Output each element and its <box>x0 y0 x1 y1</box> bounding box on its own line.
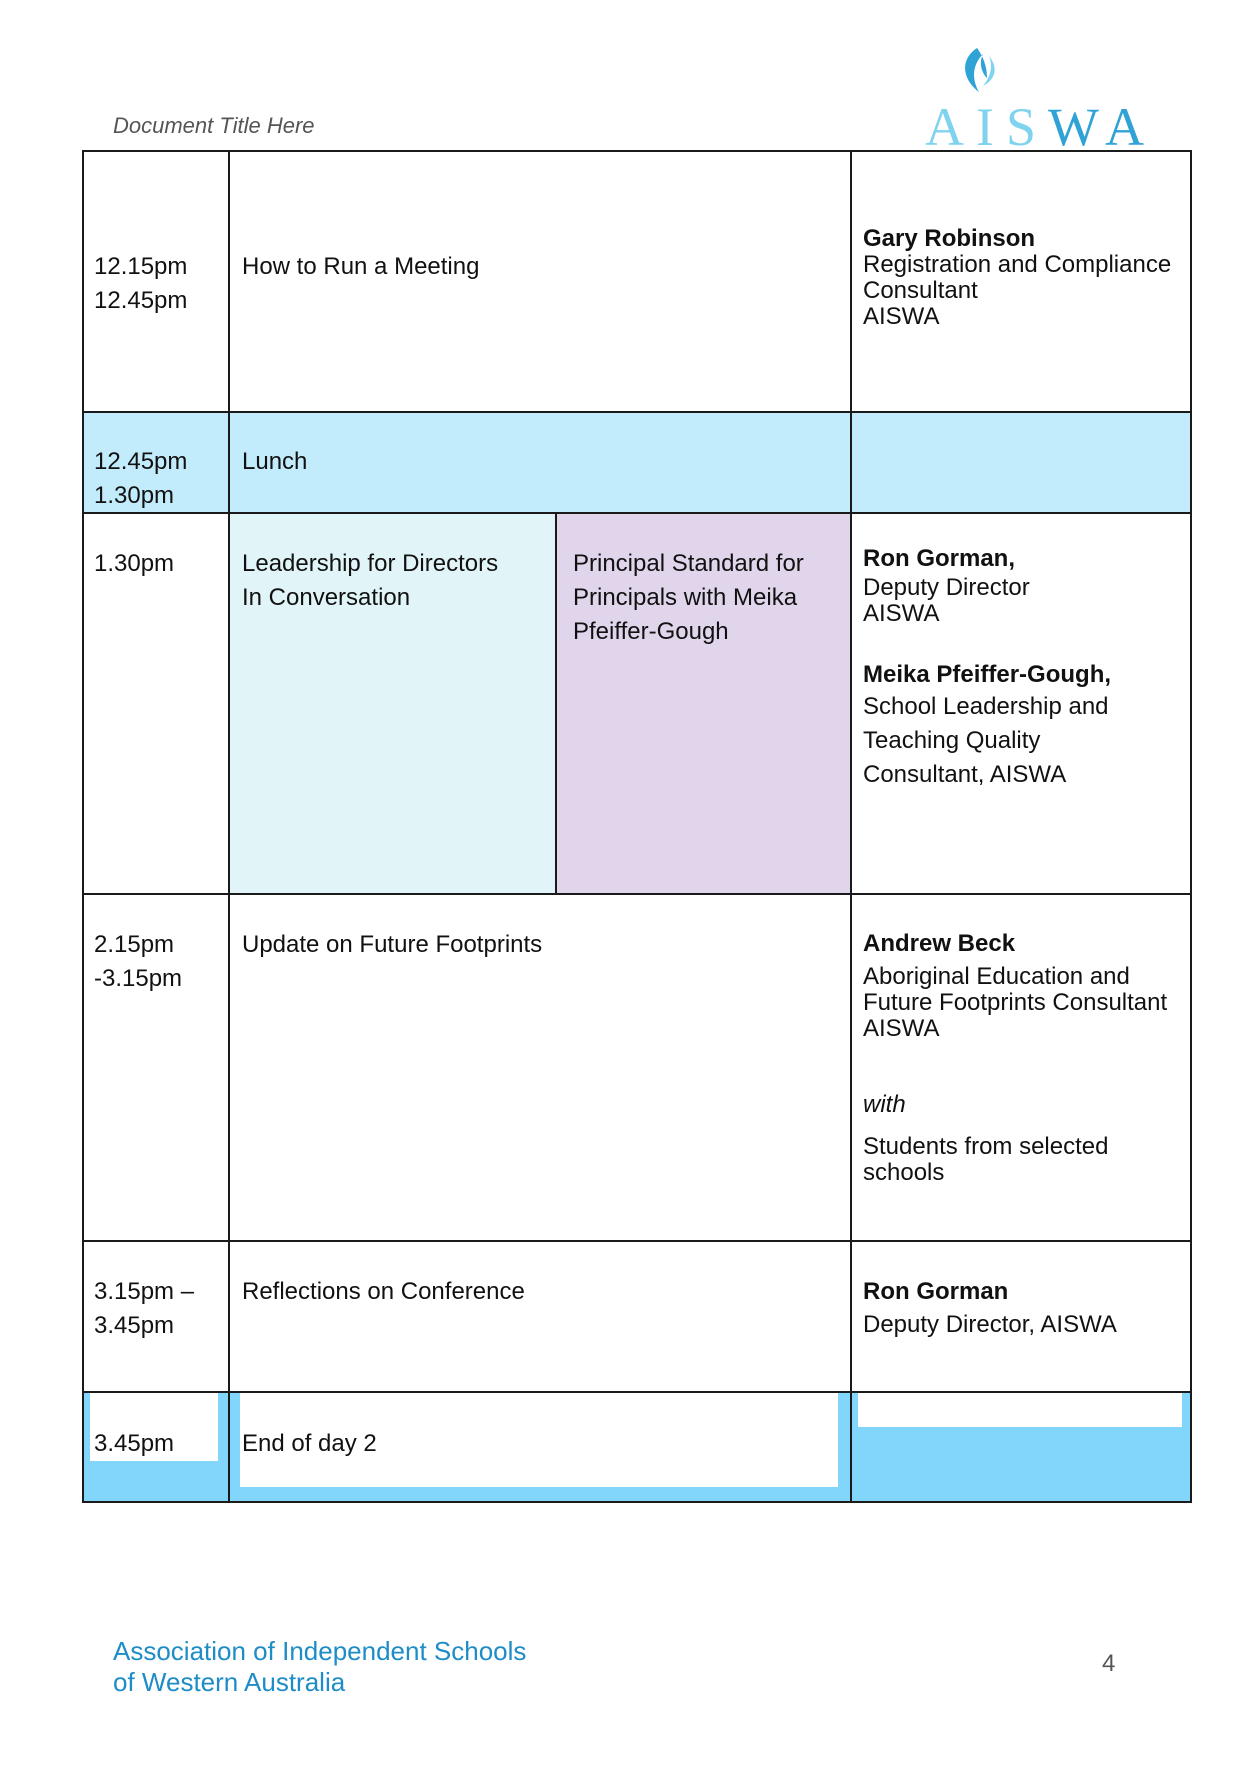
end-presenter-highlight <box>858 1393 1182 1427</box>
page-number: 4 <box>1102 1650 1116 1677</box>
presenter-extra: Students from selected schools <box>863 1133 1109 1186</box>
presenter-name: Andrew Beck <box>863 930 1016 957</box>
presenter-name: Ron Gorman <box>863 1278 1009 1305</box>
presenter-name: Meika Pfeiffer-Gough, <box>863 661 1112 688</box>
with-label: with <box>863 1091 906 1118</box>
presenter-details: Deputy Director, AISWA <box>863 1311 1117 1338</box>
session-title: End of day 2 <box>242 1430 377 1457</box>
presenter-details: Deputy Director AISWA <box>863 574 1030 627</box>
presenter-details: Registration and Compliance Consultant AISWA <box>863 251 1172 330</box>
session-title: Update on Future Footprints <box>242 931 543 958</box>
session-title: How to Run a Meeting <box>242 253 480 280</box>
session-title: Lunch <box>242 448 308 475</box>
session-time: 3.45pm <box>94 1430 175 1457</box>
document-title: Document Title Here <box>113 113 315 138</box>
footer-organisation: Association of Independent Schools of Western Australia <box>113 1636 527 1697</box>
end-presenter-cell <box>850 1391 1192 1503</box>
lunch-presenter-cell <box>850 411 1192 514</box>
session-title: Leadership for Directors In Conversation <box>242 550 499 611</box>
session-time: 12.45pm 1.30pm <box>94 448 188 509</box>
session-time: 12.15pm 12.45pm <box>94 253 188 314</box>
presenter-details: School Leadership and Teaching Quality Consultant, AISWA <box>863 693 1109 788</box>
session-cell <box>228 1240 852 1393</box>
presenter-details: Aboriginal Education and Future Footprints Consultant AISWA <box>863 963 1168 1042</box>
logo-wordmark: AISWA <box>925 97 1156 157</box>
session-time: 2.15pm -3.15pm <box>94 931 183 992</box>
presenter-name: Gary Robinson <box>863 225 1036 252</box>
session-title: Principal Standard for Principals with Meika Pfeiffer-Gough <box>573 550 804 645</box>
session-title: Reflections on Conference <box>242 1278 525 1305</box>
session-time: 1.30pm <box>94 550 175 577</box>
session-time: 3.15pm – 3.45pm <box>94 1278 195 1339</box>
lunch-session-cell <box>228 411 852 514</box>
presenter-name: Ron Gorman, <box>863 545 1016 572</box>
